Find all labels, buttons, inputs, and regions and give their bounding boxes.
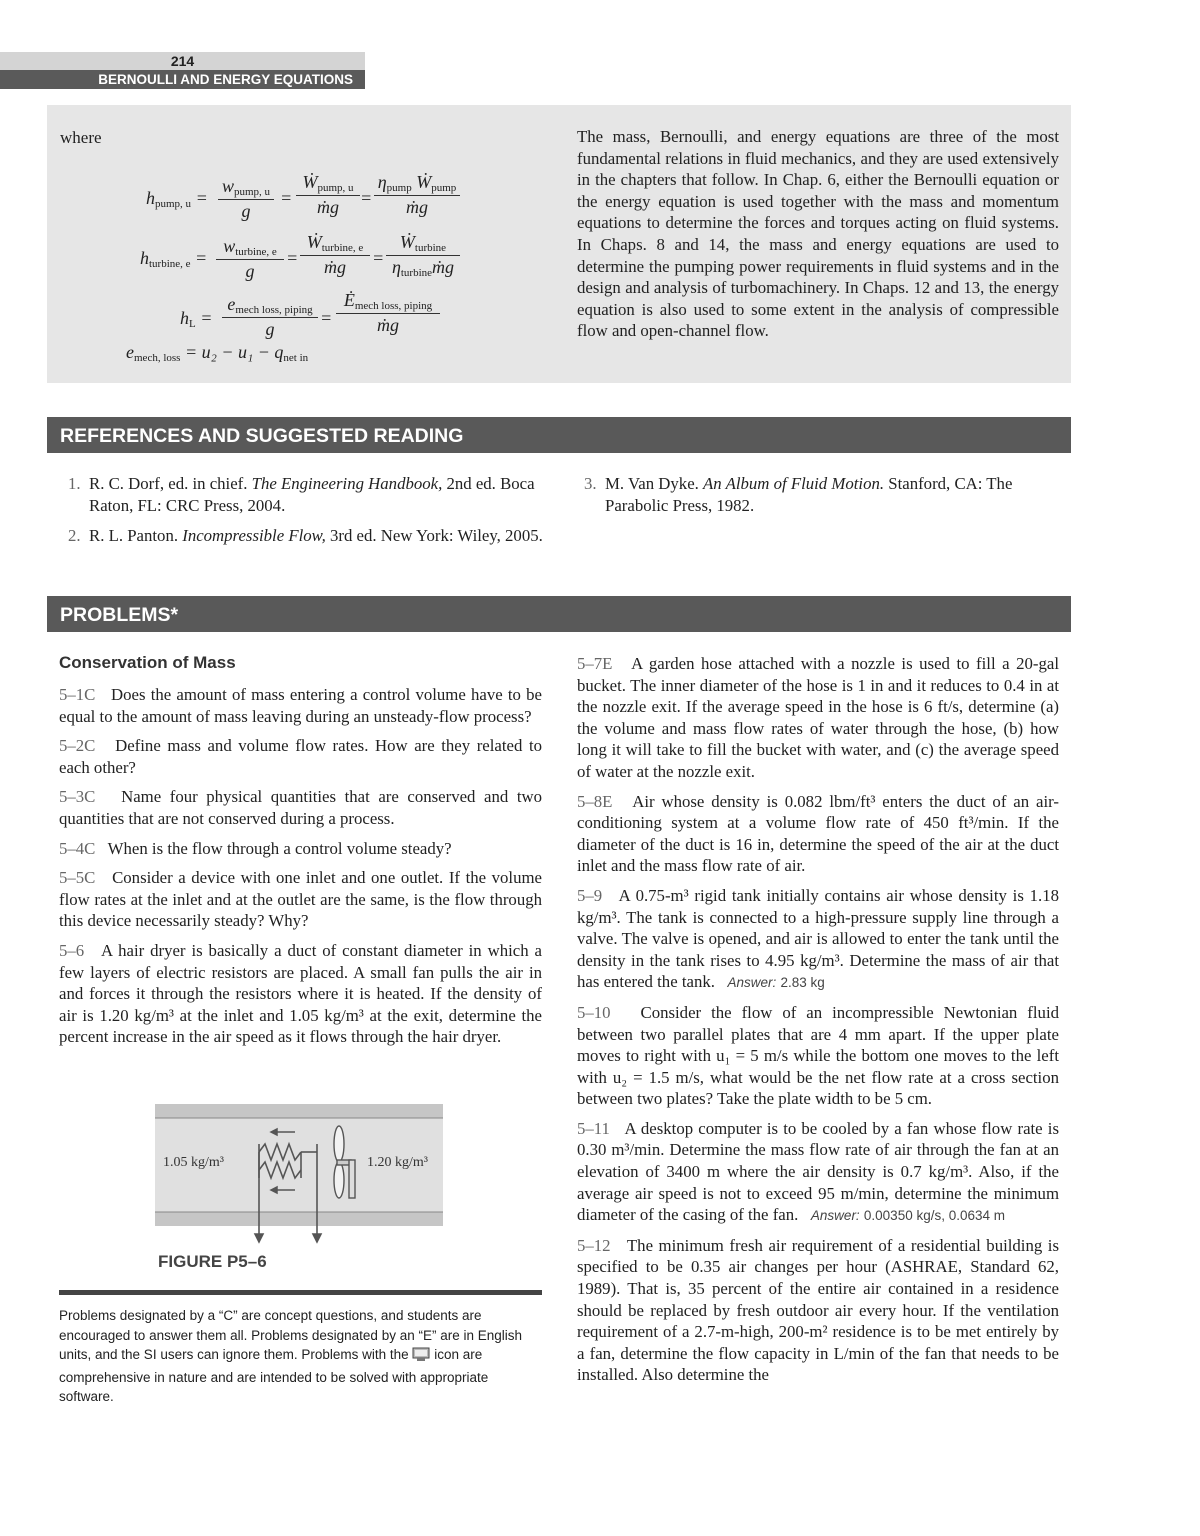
problem-item: 5–7E A garden hose attached with a nozzle is used to fill a 20-gal bucket. The inner diameter of the hose is 1 in and it reduces to 0.4 in at the nozzle exit. If the average speed in the hose is 6 ft/s, determine (a) the volume and mass flow rates of water through the hose, (b) how long it will take to fill the bucket with water, and (c) the average speed of water at the nozzle exit. [577, 654, 1059, 781]
problem-item: 5–10 Consider the flow of an incompressible Newtonian fluid between two parallel plates that are 4 mm apart. If the upper plate moves to right with u₁ = 5 m/s while the bottom one moves to the left with u₂ = 1.5 m/s, what would be the net flow rate at a cross section between two plates? Take the plate width to be 5 cm. [577, 1002, 1059, 1109]
problems-left-column [59, 684, 542, 1056]
eq-pump-frac-2: Ẇ$_{pump, u}$ ṁg [296, 172, 360, 218]
problem-item: 5–1C Does the amount of mass entering a control volume have to be equal to the amount of mass leaving during an unsteady-flow process? [59, 685, 542, 726]
duct-top-wall [155, 1104, 443, 1118]
summary-paragraph: The mass, Bernoulli, and energy equations are three of the most fundamental relations in fluid mechanics, and they are used extensively in the chapters that follow. In Chap. 6, either the Bernoulli equation or the energy equation is used together with the mass and momentum equations to determine the forces and torques acting on fluid systems. In Chaps. 8 and 14, the mass and energy equations are used to determine the pumping power requirements in fluid systems and in the design and analysis of turbomachinery. In Chaps. 12 and 13, the energy equation is also used to some extent in the analysis of compressible flow and open-channel flow. [577, 127, 1059, 341]
problem-item: 5–8E Air whose density is 0.082 lbm/ft³ enters the duct of an air-conditioning system at a volume flow rate of 450 ft³/min. If the diameter of the duct is 16 in, determine the speed of the air at the duct inlet and the mass flow rate of air. [577, 791, 1059, 876]
problem-item: 5–9 A 0.75-m³ rigid tank initially contains air whose density is 1.18 kg/m³. The tank is connected to a high-pressure supply line through a valve. The valve is opened, and air is allowed to enter the tank until the density in the tank rises to 4.95 kg/m³. Determine the mass of air that has entered the tank. Answer: 2.83 kg [577, 885, 1059, 992]
computer-icon [412, 1347, 430, 1368]
conservation-of-mass-subheading: Conservation of Mass [59, 653, 236, 672]
eq-pump-frac-1: $w_{pump, u}$ g [218, 176, 274, 222]
eq-hl-frac-2: $Ė_{mech loss, piping}$ ṁg [336, 290, 440, 336]
eq-e-mech-loss: $e_{mech, loss} = u_2 - u_1 - q_{net in}$ [126, 342, 309, 364]
inlet-density-label: 1.20 kg/m³ [367, 1155, 428, 1170]
duct-bottom-wall [155, 1212, 443, 1226]
problem-item: 5–3C Name four physical quantities that are conserved and two quantities that are not conserved during a process. [59, 787, 542, 828]
page-number: 214 [0, 52, 365, 70]
problems-heading: PROBLEMS* [47, 596, 1071, 632]
eq-h-turbine-lhs: $h_{turbine, e}$ = [140, 248, 208, 270]
footnote: Problems designated by a “C” are concept questions, and students are encouraged to answer them all. Problems designated by an “E” are in English units, and the SI users can ignore them. Problems with the icon are comprehensive in nature and are intended to be solved with appropriate software. [59, 1308, 523, 1405]
problem-item: 5–5C Consider a device with one inlet and one outlet. If the volume flow rates at the inlet and at the outlet are the same, is the flow through this device necessarily steady? Why? [59, 868, 542, 931]
problems-right-column [577, 653, 1059, 1394]
problem-item: 5–6 A hair dryer is basically a duct of constant diameter in which a few layers of electric resistors are placed. A small fan pulls the air in and forces it through the resistors where it is heated. If the density of air is 1.20 kg/m³ at the inlet and 1.05 kg/m³ at the exit, determine the percent increase in the air speed as it flows through the hair dryer. [59, 940, 542, 1047]
eq-pump-frac-3: $\eta_{pump}$ Ẇ$_{pump}$ ṁg [374, 172, 460, 218]
figure-caption: FIGURE P5–6 [158, 1252, 267, 1271]
eq-turbine-frac-3: Ẇ$_{turbine}$ $\eta_{turbine}ṁg$ [386, 232, 460, 279]
reference-item: 1. R. C. Dorf, ed. in chief. The Engineering Handbook, 2nd ed. Boca Raton, FL: CRC Press, 2004. [68, 474, 535, 515]
hair-dryer-figure [155, 1104, 443, 1244]
problem-item: 5–4C When is the flow through a control volume steady? [59, 838, 452, 858]
footnote-rule [59, 1290, 542, 1295]
eq-h-pump-lhs: $h_{pump, u}$ = [146, 188, 208, 210]
eq-h-l-lhs: $h_L$ = [180, 308, 213, 330]
reference-item: 3. M. Van Dyke. An Album of Fluid Motion. Stanford, CA: The Parabolic Press, 1982. [584, 474, 1013, 515]
eq-turbine-frac-1: $w_{turbine, e}$ g [216, 236, 284, 282]
chapter-title: BERNOULLI AND ENERGY EQUATIONS [0, 70, 365, 89]
where-label: where [60, 128, 102, 147]
problem-item: 5–11 A desktop computer is to be cooled by a fan whose flow rate is 0.30 m³/min. Determine the mass flow rate of air through the fan at an elevation of 3400 m where the air density is 0.7 kg/m³. Also, if the average air speed is not to exceed 95 m/min, determine the minimum diameter of the casing of the fan. Answer: 0.00350 kg/s, 0.0634 m [577, 1118, 1059, 1225]
problem-item: 5–12 The minimum fresh air requirement of a residential building is specified to be 0.35 air changes per hour (ASHRAE, Standard 62, 1989). That is, 35 percent of the entire air contained in a residence should be replaced by fresh outdoor air every hour. If the ventilation requirement of a 2.7-m-high, 200-m² residence is to be met entirely by a fan, determine the flow capacity in L/min of the fan that needs to be installed. Also determine the [577, 1235, 1059, 1385]
eq-turbine-frac-2: Ẇ$_{turbine, e}$ ṁg [300, 232, 370, 278]
references-heading: REFERENCES AND SUGGESTED READING [47, 417, 1071, 453]
problem-item: 5–2C Define mass and volume flow rates. How are they related to each other? [59, 736, 542, 777]
exit-density-label: 1.05 kg/m³ [163, 1155, 224, 1170]
eq-hl-frac-1: $e_{mech loss, piping}$ g [222, 294, 318, 340]
reference-item: 2. R. L. Panton. Incompressible Flow, 3rd ed. New York: Wiley, 2005. [68, 526, 543, 545]
